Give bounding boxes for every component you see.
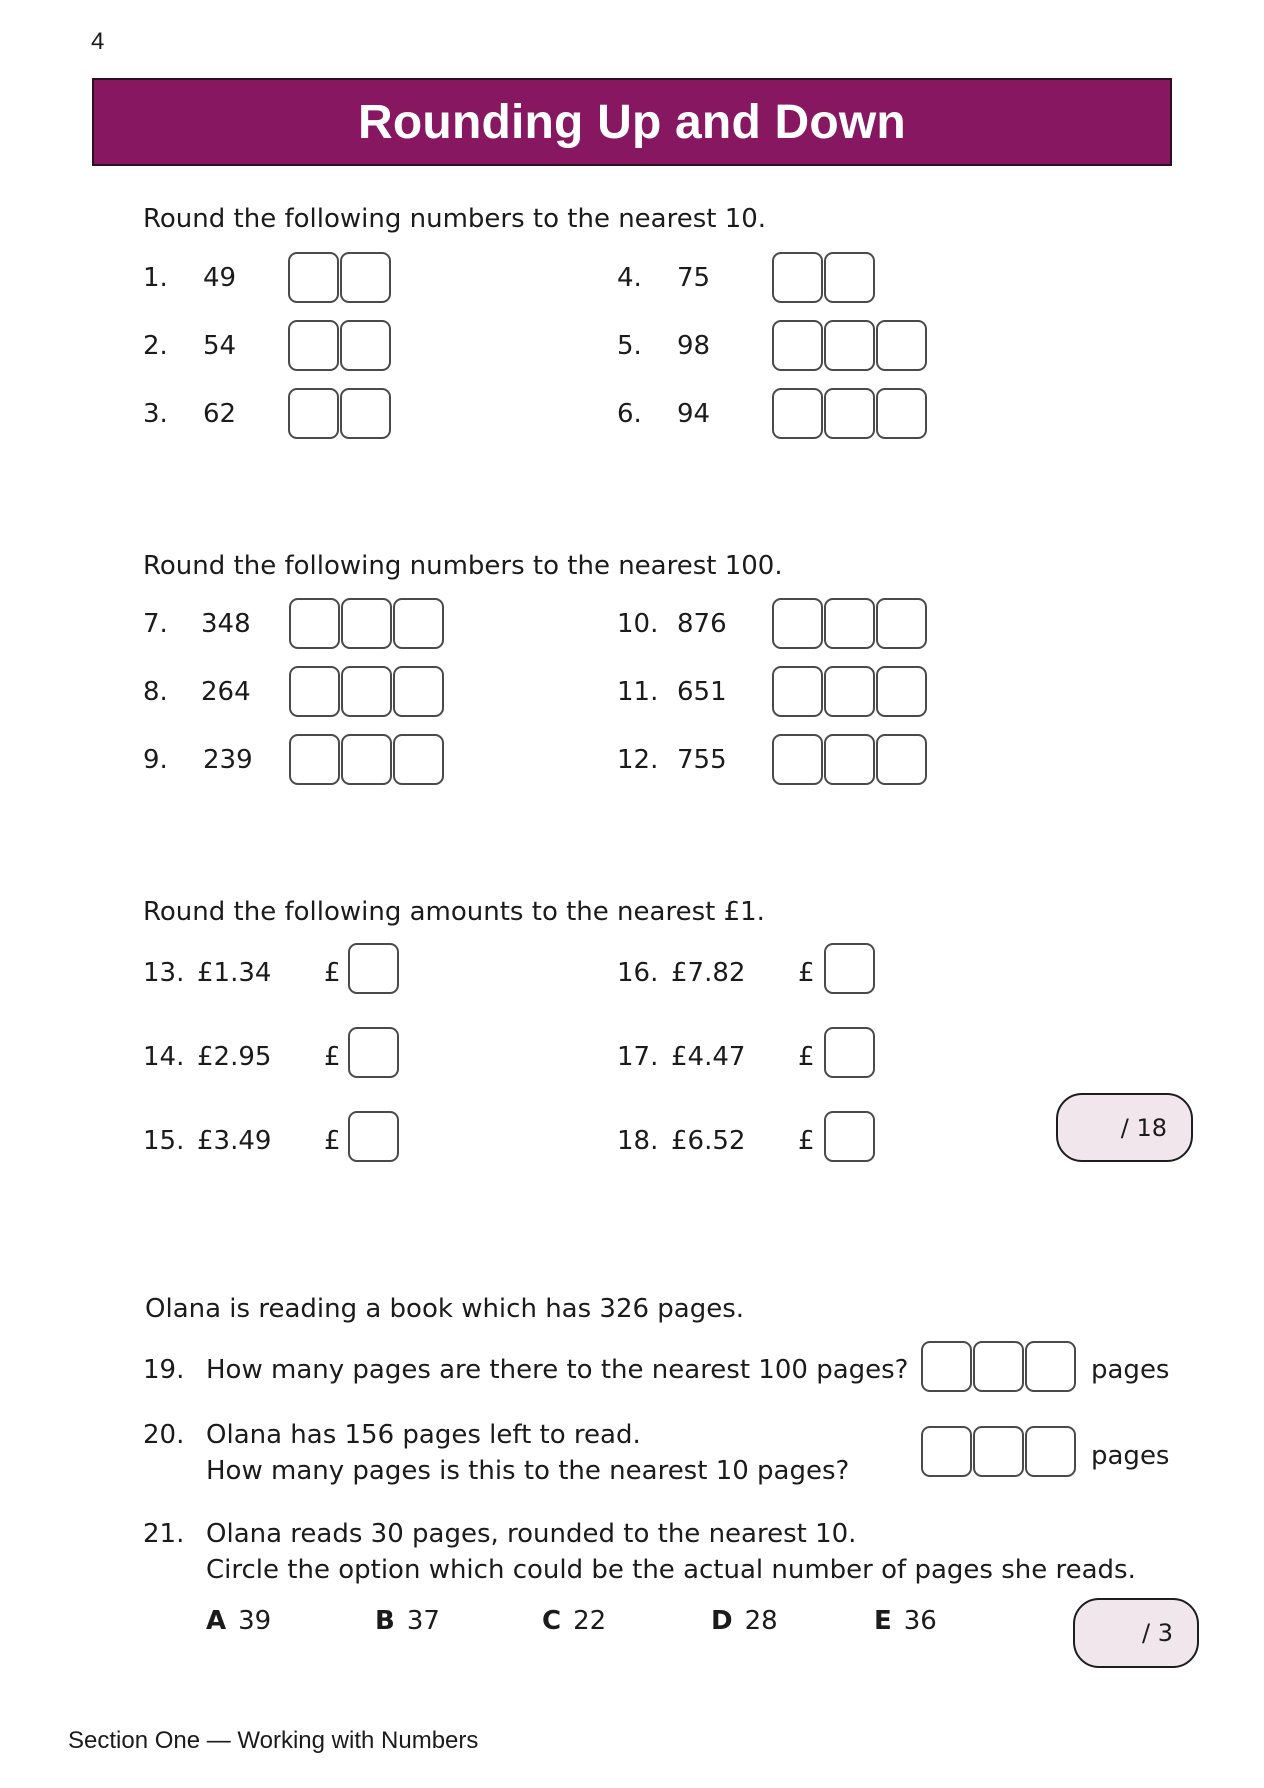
q10-answer	[772, 598, 928, 649]
answer-box[interactable]	[921, 1341, 972, 1392]
q18-value: £6.52	[671, 1126, 746, 1156]
answer-box[interactable]	[393, 666, 444, 717]
option-d[interactable]	[711, 1605, 778, 1637]
answer-box[interactable]	[288, 320, 339, 371]
answer-box[interactable]	[772, 388, 823, 439]
q20-line1: Olana has 156 pages left to read.	[206, 1420, 641, 1450]
answer-box[interactable]	[772, 252, 823, 303]
answer-box[interactable]	[340, 320, 391, 371]
q20-line2: How many pages is this to the nearest 10 pages?	[206, 1456, 850, 1486]
q1-value: 49	[203, 263, 237, 293]
option-value: 36	[903, 1606, 937, 1636]
option-letter: E	[874, 1606, 892, 1636]
answer-box[interactable]	[876, 598, 927, 649]
pound-sign: £	[798, 958, 815, 988]
q21-line2: Circle the option which could be the actual number of pages she reads.	[206, 1555, 1136, 1585]
option-a[interactable]	[206, 1605, 271, 1637]
score-label: / 18	[1120, 1113, 1167, 1142]
option-letter: D	[711, 1606, 733, 1636]
q4-answer	[772, 252, 876, 303]
q3-number: 3.	[143, 399, 168, 429]
section-footer: Section One — Working with Numbers	[68, 1727, 479, 1754]
page-number: 4	[91, 28, 105, 55]
answer-box[interactable]	[289, 598, 340, 649]
q7-value: 348	[201, 609, 251, 639]
olana-intro: Olana is reading a book which has 326 pages.	[145, 1294, 745, 1324]
q20-answer	[921, 1426, 1077, 1477]
q19-answer	[921, 1341, 1077, 1392]
q15-value: £3.49	[197, 1126, 272, 1156]
score-box-3[interactable]	[1073, 1598, 1199, 1668]
q3-value: 62	[203, 399, 237, 429]
option-value: 37	[406, 1606, 440, 1636]
q15-number: 15.	[143, 1126, 185, 1156]
q11-number: 11.	[617, 677, 659, 707]
q8-value: 264	[201, 677, 251, 707]
q12-answer	[772, 734, 928, 785]
option-e[interactable]	[874, 1605, 937, 1637]
q14-answer-box[interactable]	[348, 1027, 399, 1078]
answer-box[interactable]	[824, 666, 875, 717]
q5-answer	[772, 320, 928, 371]
q11-answer	[772, 666, 928, 717]
q13-value: £1.34	[197, 958, 272, 988]
q15-answer-box[interactable]	[348, 1111, 399, 1162]
q18-number: 18.	[617, 1126, 659, 1156]
answer-box[interactable]	[393, 598, 444, 649]
q16-number: 16.	[617, 958, 659, 988]
answer-box[interactable]	[341, 734, 392, 785]
pound-sign: £	[324, 958, 341, 988]
q4-number: 4.	[617, 263, 642, 293]
answer-box[interactable]	[876, 320, 927, 371]
option-letter: B	[375, 1606, 395, 1636]
q7-number: 7.	[143, 609, 168, 639]
q17-number: 17.	[617, 1042, 659, 1072]
q18-answer-box[interactable]	[824, 1111, 875, 1162]
q5-value: 98	[677, 331, 711, 361]
answer-box[interactable]	[824, 734, 875, 785]
q16-value: £7.82	[671, 958, 746, 988]
q2-answer	[288, 320, 392, 371]
answer-box[interactable]	[824, 388, 875, 439]
title-banner	[92, 78, 1172, 166]
q13-number: 13.	[143, 958, 185, 988]
answer-box[interactable]	[1025, 1341, 1076, 1392]
q3-answer	[288, 388, 392, 439]
answer-box[interactable]	[1025, 1426, 1076, 1477]
answer-box[interactable]	[340, 388, 391, 439]
q17-answer-box[interactable]	[824, 1027, 875, 1078]
answer-box[interactable]	[824, 252, 875, 303]
answer-box[interactable]	[393, 734, 444, 785]
option-letter: C	[542, 1606, 562, 1636]
q16-answer-box[interactable]	[824, 943, 875, 994]
q21-number: 21.	[143, 1519, 185, 1549]
score-label: / 3	[1142, 1619, 1173, 1647]
q6-value: 94	[677, 399, 711, 429]
q19-number: 19.	[143, 1355, 185, 1385]
q17-value: £4.47	[671, 1042, 746, 1072]
answer-box[interactable]	[288, 252, 339, 303]
q9-number: 9.	[143, 745, 168, 775]
q9-value: 239	[203, 745, 253, 775]
q10-value: 876	[677, 609, 727, 639]
option-letter: A	[206, 1606, 227, 1636]
answer-box[interactable]	[973, 1426, 1024, 1477]
answer-box[interactable]	[340, 252, 391, 303]
answer-box[interactable]	[876, 388, 927, 439]
option-c[interactable]	[542, 1605, 606, 1637]
answer-box[interactable]	[341, 666, 392, 717]
option-value: 39	[238, 1606, 272, 1636]
q6-answer	[772, 388, 928, 439]
answer-box[interactable]	[973, 1341, 1024, 1392]
q11-value: 651	[677, 677, 727, 707]
answer-box[interactable]	[288, 388, 339, 439]
q8-number: 8.	[143, 677, 168, 707]
q2-number: 2.	[143, 331, 168, 361]
answer-box[interactable]	[876, 734, 927, 785]
answer-box[interactable]	[824, 598, 875, 649]
page-title: Rounding Up and Down	[358, 95, 906, 149]
q2-value: 54	[203, 331, 237, 361]
q20-number: 20.	[143, 1420, 185, 1450]
q6-number: 6.	[617, 399, 642, 429]
pound-sign: £	[324, 1126, 341, 1156]
q14-number: 14.	[143, 1042, 185, 1072]
section3-instruction: Round the following amounts to the nearest £1.	[143, 897, 765, 927]
pound-sign: £	[324, 1042, 341, 1072]
option-value: 22	[573, 1606, 607, 1636]
q19-text: How many pages are there to the nearest 100 pages?	[206, 1355, 909, 1385]
answer-box[interactable]	[772, 666, 823, 717]
q4-value: 75	[677, 263, 711, 293]
q1-answer	[288, 252, 392, 303]
q9-answer	[289, 734, 445, 785]
q10-number: 10.	[617, 609, 659, 639]
answer-box[interactable]	[824, 320, 875, 371]
score-box-18[interactable]	[1056, 1093, 1193, 1162]
answer-box[interactable]	[876, 666, 927, 717]
option-value: 28	[744, 1606, 778, 1636]
answer-box[interactable]	[921, 1426, 972, 1477]
section1-instruction: Round the following numbers to the nearest 10.	[143, 204, 767, 234]
section2-instruction: Round the following numbers to the nearest 100.	[143, 551, 783, 581]
q20-unit: pages	[1091, 1441, 1170, 1471]
answer-box[interactable]	[289, 666, 340, 717]
q12-number: 12.	[617, 745, 659, 775]
q7-answer	[289, 598, 445, 649]
q5-number: 5.	[617, 331, 642, 361]
q13-answer-box[interactable]	[348, 943, 399, 994]
answer-box[interactable]	[772, 598, 823, 649]
answer-box[interactable]	[772, 320, 823, 371]
q14-value: £2.95	[197, 1042, 272, 1072]
answer-box[interactable]	[341, 598, 392, 649]
answer-box[interactable]	[289, 734, 340, 785]
q21-line1: Olana reads 30 pages, rounded to the nearest 10.	[206, 1519, 857, 1549]
answer-box[interactable]	[772, 734, 823, 785]
pound-sign: £	[798, 1042, 815, 1072]
pound-sign: £	[798, 1126, 815, 1156]
q19-unit: pages	[1091, 1355, 1170, 1385]
q8-answer	[289, 666, 445, 717]
option-b[interactable]	[375, 1605, 440, 1637]
q12-value: 755	[677, 745, 727, 775]
q1-number: 1.	[143, 263, 168, 293]
